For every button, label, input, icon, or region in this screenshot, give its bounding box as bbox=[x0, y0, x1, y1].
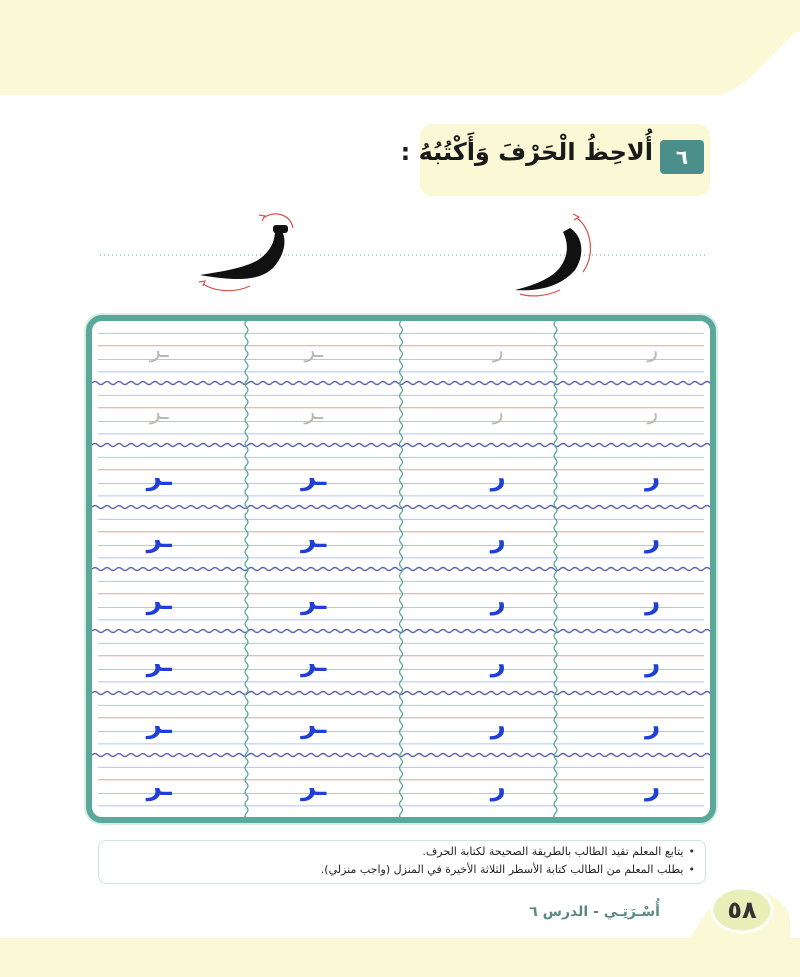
cell-letter-connected: ـر bbox=[146, 586, 172, 617]
cell-letter-isolated: ر bbox=[490, 710, 506, 741]
cell-letter-connected: ـر bbox=[146, 462, 172, 493]
teacher-notes bbox=[98, 840, 706, 884]
exercise-number: ٦ bbox=[675, 145, 689, 169]
cell-letter-isolated: ر bbox=[645, 586, 661, 617]
model-letter-connected bbox=[199, 214, 293, 291]
cell-letter-connected: ـر bbox=[301, 772, 327, 803]
cell-letter-isolated: ر bbox=[645, 710, 661, 741]
cell-letter-isolated: ر bbox=[490, 586, 506, 617]
cell-letter-isolated: ر bbox=[490, 524, 506, 555]
teacher-note-2: • يطلب المعلم من الطالب كتابة الأسطر الثلاثة الأخيرة في المنزل (واجب منزلي). bbox=[109, 861, 695, 879]
cell-letter-isolated: ر bbox=[645, 772, 661, 803]
teacher-note-1: • يتابع المعلم تقيد الطالب بالطريقة الصحيحة لكتابة الحرف. bbox=[109, 843, 695, 861]
cell-letter-connected: ـر bbox=[146, 772, 172, 803]
cell-letter-isolated: ر bbox=[490, 462, 506, 493]
cell-letter-isolated: ر bbox=[490, 648, 506, 679]
cell-letter-isolated: ر bbox=[492, 338, 504, 364]
bottom-decorative-band bbox=[0, 938, 800, 977]
page-number: ٥٨ bbox=[727, 896, 757, 924]
cell-letter-isolated: ر bbox=[647, 400, 659, 426]
cell-letter-connected: ـر bbox=[301, 710, 327, 741]
cell-letter-isolated: ر bbox=[645, 462, 661, 493]
cell-letter-isolated: ر bbox=[645, 648, 661, 679]
cell-letter-isolated: ر bbox=[647, 338, 659, 364]
cell-letter-connected: ـر bbox=[304, 400, 324, 426]
cell-letter-isolated: ر bbox=[645, 524, 661, 555]
cell-letter-connected: ـر bbox=[301, 524, 327, 555]
cell-letter-connected: ـر bbox=[149, 400, 169, 426]
cell-letter-connected: ـر bbox=[149, 338, 169, 364]
exercise-instruction: أُلاحِظُ الْحَرْفَ وَأَكْتُبُهُ : bbox=[400, 138, 653, 166]
exercise-number-badge bbox=[660, 140, 704, 174]
cell-letter-connected: ـر bbox=[146, 648, 172, 679]
cell-letter-isolated: ر bbox=[492, 400, 504, 426]
cell-letter-connected: ـر bbox=[301, 586, 327, 617]
lesson-label: أُسْـرَتِـي - الدرس ٦ bbox=[529, 904, 660, 920]
cell-letter-connected: ـر bbox=[146, 710, 172, 741]
cell-letter-connected: ـر bbox=[301, 648, 327, 679]
cell-letter-connected: ـر bbox=[146, 524, 172, 555]
model-letters-area bbox=[95, 200, 710, 300]
cell-letter-connected: ـر bbox=[304, 338, 324, 364]
top-decorative-band bbox=[0, 0, 800, 95]
cell-letter-connected: ـر bbox=[301, 462, 327, 493]
cell-letter-isolated: ر bbox=[490, 772, 506, 803]
writing-grid-lines bbox=[92, 321, 710, 817]
